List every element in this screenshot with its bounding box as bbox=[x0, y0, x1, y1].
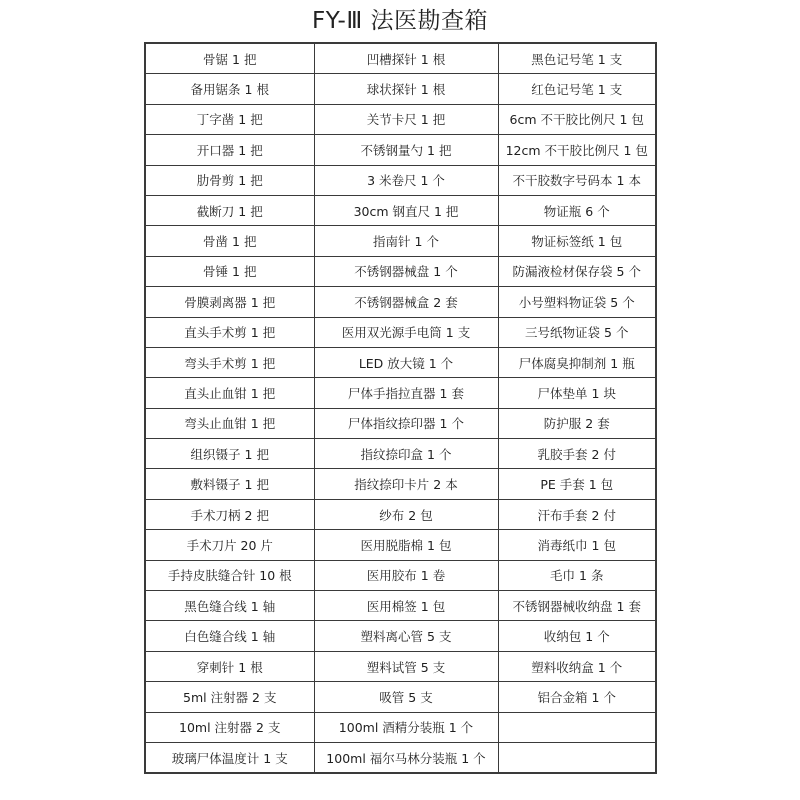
table-cell: 敷料镊子 1 把 bbox=[145, 469, 314, 499]
table-cell: 骨凿 1 把 bbox=[145, 226, 314, 256]
table-cell: 100ml 酒精分装瓶 1 个 bbox=[314, 712, 498, 742]
table-row bbox=[145, 530, 656, 560]
table-cell: 凹槽探针 1 根 bbox=[314, 43, 498, 74]
table-cell: 黑色缝合线 1 轴 bbox=[145, 591, 314, 621]
table-cell: 毛巾 1 条 bbox=[498, 560, 656, 590]
table-cell: 红色记号笔 1 支 bbox=[498, 74, 656, 104]
table-cell: 玻璃尸体温度计 1 支 bbox=[145, 742, 314, 773]
table-cell: 尸体指纹捺印器 1 个 bbox=[314, 408, 498, 438]
table-cell: 白色缝合线 1 轴 bbox=[145, 621, 314, 651]
table-cell: 不锈钢器械盘 1 个 bbox=[314, 256, 498, 286]
table-cell: 关节卡尺 1 把 bbox=[314, 104, 498, 134]
table-cell: 骨膜剥离器 1 把 bbox=[145, 287, 314, 317]
table-cell: 指纹捺印卡片 2 本 bbox=[314, 469, 498, 499]
table-cell: 尸体腐臭抑制剂 1 瓶 bbox=[498, 347, 656, 377]
table-row bbox=[145, 712, 656, 742]
table-cell: 骨锤 1 把 bbox=[145, 256, 314, 286]
table-cell: 球状探针 1 根 bbox=[314, 74, 498, 104]
inventory-table-body bbox=[145, 43, 656, 773]
table-row bbox=[145, 499, 656, 529]
table-cell: 丁字凿 1 把 bbox=[145, 104, 314, 134]
table-cell: 不锈钢量勺 1 把 bbox=[314, 135, 498, 165]
table-cell: 不干胶数字号码本 1 本 bbox=[498, 165, 656, 195]
table-cell: 手术刀柄 2 把 bbox=[145, 499, 314, 529]
table-cell: 尸体垫单 1 块 bbox=[498, 378, 656, 408]
table-row bbox=[145, 347, 656, 377]
table-row bbox=[145, 74, 656, 104]
table-cell: 6cm 不干胶比例尺 1 包 bbox=[498, 104, 656, 134]
document-title: FY-Ⅲ 法医勘查箱 bbox=[311, 8, 489, 34]
table-row bbox=[145, 742, 656, 773]
table-row bbox=[145, 195, 656, 225]
table-row bbox=[145, 682, 656, 712]
table-cell: 弯头手术剪 1 把 bbox=[145, 347, 314, 377]
table-cell: 物证标签纸 1 包 bbox=[498, 226, 656, 256]
table-cell: 组织镊子 1 把 bbox=[145, 439, 314, 469]
table-cell: PE 手套 1 包 bbox=[498, 469, 656, 499]
table-cell: 塑料离心管 5 支 bbox=[314, 621, 498, 651]
table-cell: 乳胶手套 2 付 bbox=[498, 439, 656, 469]
equipment-inventory-table bbox=[144, 42, 657, 774]
table-row bbox=[145, 226, 656, 256]
table-cell: 不锈钢器械收纳盘 1 套 bbox=[498, 591, 656, 621]
table-cell: 医用棉签 1 包 bbox=[314, 591, 498, 621]
table-cell: 指纹捺印盒 1 个 bbox=[314, 439, 498, 469]
table-row bbox=[145, 165, 656, 195]
table-cell: 不锈钢器械盒 2 套 bbox=[314, 287, 498, 317]
table-cell: 肋骨剪 1 把 bbox=[145, 165, 314, 195]
table-row bbox=[145, 43, 656, 74]
table-row bbox=[145, 621, 656, 651]
table-cell: 骨锯 1 把 bbox=[145, 43, 314, 74]
table-cell: 医用胶布 1 卷 bbox=[314, 560, 498, 590]
table-cell: 手术刀片 20 片 bbox=[145, 530, 314, 560]
table-cell: 收纳包 1 个 bbox=[498, 621, 656, 651]
table-cell: 医用双光源手电筒 1 支 bbox=[314, 317, 498, 347]
table-cell: 医用脱脂棉 1 包 bbox=[314, 530, 498, 560]
table-cell: 吸管 5 支 bbox=[314, 682, 498, 712]
table-cell: 直头手术剪 1 把 bbox=[145, 317, 314, 347]
table-row bbox=[145, 439, 656, 469]
table-row bbox=[145, 560, 656, 590]
table-cell: 直头止血钳 1 把 bbox=[145, 378, 314, 408]
table-cell: 汗布手套 2 付 bbox=[498, 499, 656, 529]
table-cell: 指南针 1 个 bbox=[314, 226, 498, 256]
table-row bbox=[145, 591, 656, 621]
table-row bbox=[145, 256, 656, 286]
table-cell: 5ml 注射器 2 支 bbox=[145, 682, 314, 712]
table-cell: 铝合金箱 1 个 bbox=[498, 682, 656, 712]
table-row bbox=[145, 135, 656, 165]
table-row bbox=[145, 287, 656, 317]
table-cell: 防护服 2 套 bbox=[498, 408, 656, 438]
table-cell: 100ml 福尔马林分装瓶 1 个 bbox=[314, 742, 498, 773]
table-cell: 纱布 2 包 bbox=[314, 499, 498, 529]
table-cell: 弯头止血钳 1 把 bbox=[145, 408, 314, 438]
table-cell bbox=[498, 712, 656, 742]
table-cell bbox=[498, 742, 656, 773]
table-cell: 尸体手指拉直器 1 套 bbox=[314, 378, 498, 408]
table-cell: 穿刺针 1 根 bbox=[145, 651, 314, 681]
table-row bbox=[145, 651, 656, 681]
table-cell: 物证瓶 6 个 bbox=[498, 195, 656, 225]
table-cell: 黑色记号笔 1 支 bbox=[498, 43, 656, 74]
table-row bbox=[145, 469, 656, 499]
table-cell: 30cm 钢直尺 1 把 bbox=[314, 195, 498, 225]
table-cell: LED 放大镜 1 个 bbox=[314, 347, 498, 377]
table-row bbox=[145, 408, 656, 438]
table-row bbox=[145, 317, 656, 347]
table-cell: 10ml 注射器 2 支 bbox=[145, 712, 314, 742]
table-cell: 开口器 1 把 bbox=[145, 135, 314, 165]
table-cell: 塑料收纳盒 1 个 bbox=[498, 651, 656, 681]
table-cell: 截断刀 1 把 bbox=[145, 195, 314, 225]
table-cell: 3 米卷尺 1 个 bbox=[314, 165, 498, 195]
table-cell: 防漏液检材保存袋 5 个 bbox=[498, 256, 656, 286]
table-cell: 小号塑料物证袋 5 个 bbox=[498, 287, 656, 317]
table-cell: 手持皮肤缝合针 10 根 bbox=[145, 560, 314, 590]
table-cell: 塑料试管 5 支 bbox=[314, 651, 498, 681]
table-cell: 备用锯条 1 根 bbox=[145, 74, 314, 104]
table-row bbox=[145, 378, 656, 408]
table-cell: 消毒纸巾 1 包 bbox=[498, 530, 656, 560]
table-cell: 三号纸物证袋 5 个 bbox=[498, 317, 656, 347]
table-cell: 12cm 不干胶比例尺 1 包 bbox=[498, 135, 656, 165]
table-row bbox=[145, 104, 656, 134]
